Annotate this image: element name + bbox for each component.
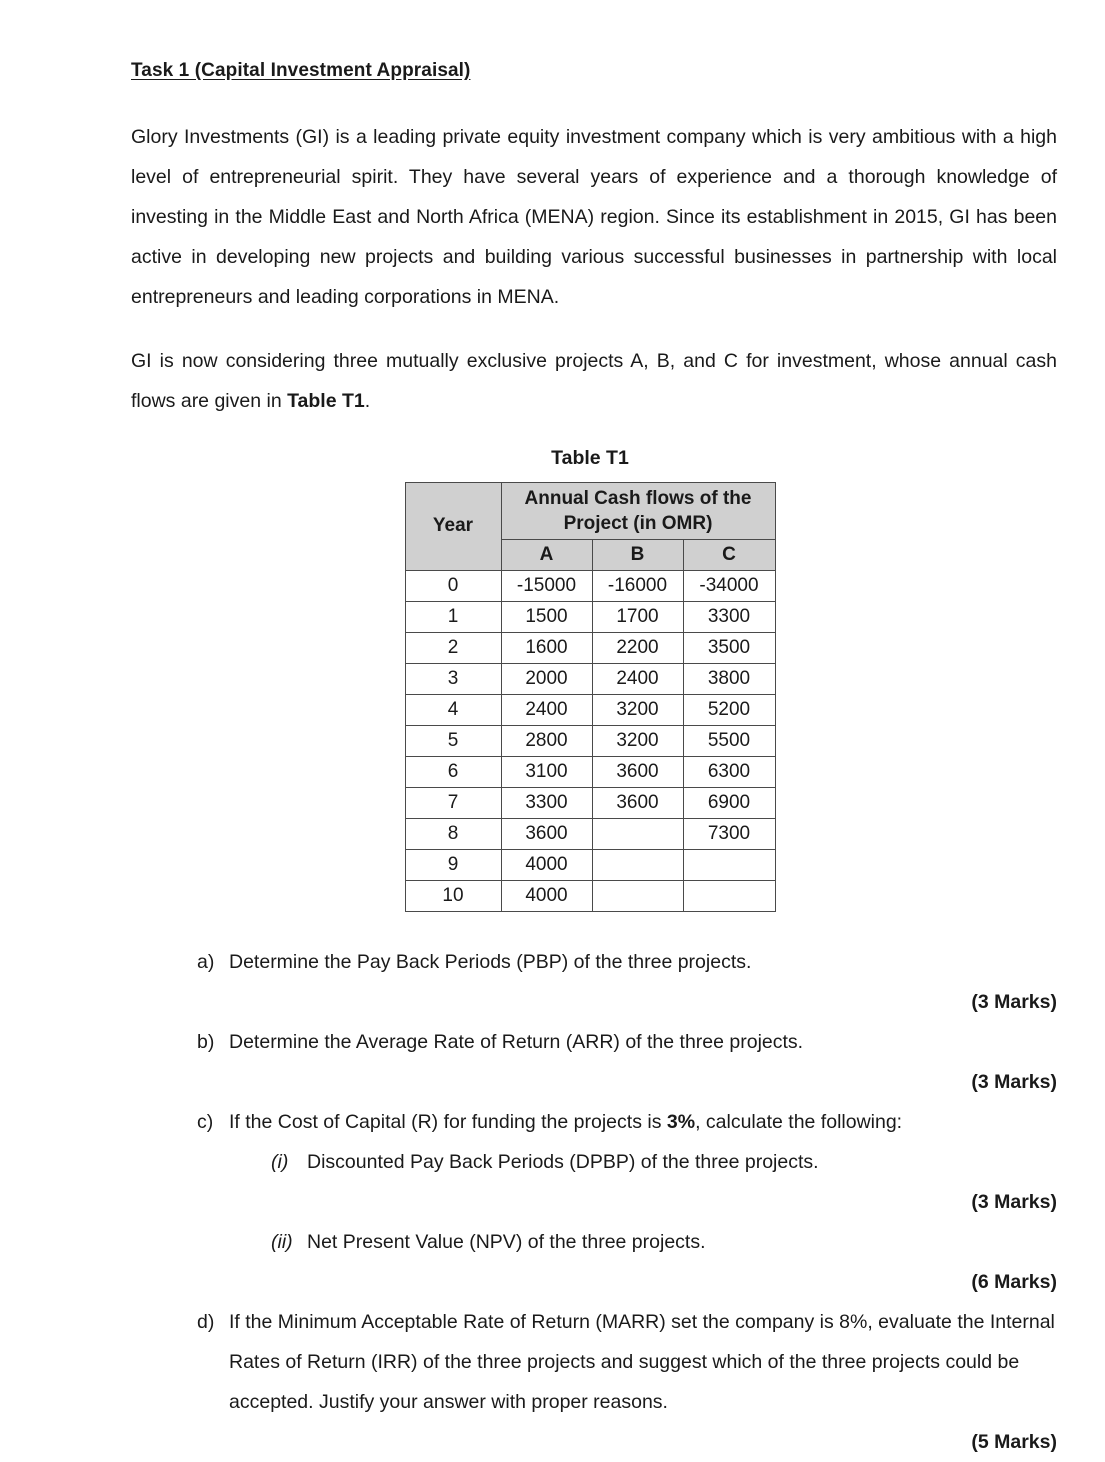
cell-a: 1500 [501, 601, 592, 632]
question-submarker: (i) [271, 1150, 289, 1173]
cell-a: 2400 [501, 694, 592, 725]
cell-year: 1 [405, 601, 501, 632]
question-text-before: If the Cost of Capital (R) for funding the projects is [229, 1110, 667, 1133]
column-header-project-a: A [501, 539, 592, 570]
table-row [405, 694, 775, 725]
cell-b [592, 880, 683, 911]
question-subtext: Discounted Pay Back Periods (DPBP) of the three projects. [307, 1150, 819, 1173]
question-marker: b) [197, 1030, 215, 1053]
cashflow-table-container [131, 447, 1057, 912]
marks-label: (3 Marks) [971, 1070, 1057, 1093]
marks-label: (6 Marks) [971, 1270, 1057, 1293]
cell-c: 3800 [683, 663, 775, 694]
table-reference: Table T1 [287, 389, 365, 412]
table-header [405, 482, 775, 570]
question-text: Determine the Average Rate of Return (ARR) of the three projects. [229, 1030, 804, 1053]
question-text: Determine the Pay Back Periods (PBP) of the three projects. [229, 950, 752, 973]
question-marker: a) [197, 950, 215, 973]
cell-c: 5500 [683, 725, 775, 756]
cell-year: 8 [405, 818, 501, 849]
question-subitem-ii [271, 1222, 1057, 1262]
marks-label: (5 Marks) [971, 1430, 1057, 1453]
table-row [405, 756, 775, 787]
question-item-c [197, 1102, 1057, 1142]
question-subtext: Net Present Value (NPV) of the three projects. [307, 1230, 706, 1253]
group-header-line-2: Project (in OMR) [563, 512, 713, 534]
cell-year: 7 [405, 787, 501, 818]
table-row [405, 663, 775, 694]
table-body [405, 570, 775, 911]
question-item-a [197, 942, 1057, 982]
group-header-line-1: Annual Cash flows of the [524, 487, 752, 509]
cell-b: 3600 [592, 787, 683, 818]
question-item-d [197, 1302, 1057, 1422]
page-title: Task 1 (Capital Investment Appraisal) [131, 60, 471, 81]
table-row [405, 849, 775, 880]
question-text: If the Minimum Acceptable Rate of Return (MARR) set the company is 8%, evaluate the Internal Rates of Return (IRR) of the three projects and suggest which of the three projects could be accepted. Justify your answer with proper reasons. [229, 1310, 1055, 1413]
question-marker: c) [197, 1110, 214, 1133]
table-header-row-group [405, 482, 775, 539]
cell-year: 6 [405, 756, 501, 787]
cell-c: 3500 [683, 632, 775, 663]
question-text-after: , calculate the following: [695, 1110, 903, 1133]
column-header-year: Year [405, 482, 501, 570]
cell-c: -34000 [683, 570, 775, 601]
projects-paragraph [131, 341, 1057, 421]
question-item-b [197, 1022, 1057, 1062]
cell-a: 3600 [501, 818, 592, 849]
cell-year: 3 [405, 663, 501, 694]
table-row [405, 787, 775, 818]
column-header-project-c: C [683, 539, 775, 570]
cell-c [683, 880, 775, 911]
cell-b [592, 818, 683, 849]
cell-b: 1700 [592, 601, 683, 632]
cashflow-table [405, 482, 776, 912]
cell-b: 3200 [592, 725, 683, 756]
cell-a: -15000 [501, 570, 592, 601]
cell-b: -16000 [592, 570, 683, 601]
projects-paragraph-lead: GI is now considering three mutually exclusive projects A, B, and C for investment, whose annual cash flows are given in [131, 349, 1057, 412]
table-caption: Table T1 [551, 446, 629, 469]
cell-c: 6300 [683, 756, 775, 787]
cell-year: 9 [405, 849, 501, 880]
cell-b: 2200 [592, 632, 683, 663]
cell-a: 3300 [501, 787, 592, 818]
cell-a: 4000 [501, 880, 592, 911]
cell-year: 4 [405, 694, 501, 725]
question-text-emphasis: 3% [666, 1110, 696, 1133]
cell-b: 3200 [592, 694, 683, 725]
questions-list [131, 942, 1057, 1462]
cell-c: 7300 [683, 818, 775, 849]
cell-c [683, 849, 775, 880]
cell-b: 2400 [592, 663, 683, 694]
column-header-project-b: B [592, 539, 683, 570]
table-row [405, 570, 775, 601]
cell-year: 5 [405, 725, 501, 756]
table-row [405, 632, 775, 663]
question-submarker: (ii) [271, 1230, 293, 1253]
question-marker: d) [197, 1310, 215, 1333]
cell-b [592, 849, 683, 880]
marks-label: (3 Marks) [971, 990, 1057, 1013]
cell-c: 6900 [683, 787, 775, 818]
cell-a: 3100 [501, 756, 592, 787]
cell-year: 10 [405, 880, 501, 911]
cell-c: 5200 [683, 694, 775, 725]
table-row [405, 880, 775, 911]
table-row [405, 601, 775, 632]
intro-paragraph: Glory Investments (GI) is a leading private equity investment company which is very ambitious with a high level of entrepreneurial spirit. They have several years of experience and a thorough knowledge of investing in the Middle East and North Africa (MENA) region. Since its establishment in 2015, GI has been active in developing new projects and building various successful businesses in partnership with local entrepreneurs and leading corporations in MENA. [131, 125, 1057, 308]
projects-paragraph-tail: . [364, 389, 371, 412]
question-text [229, 1102, 1057, 1142]
cell-c: 3300 [683, 601, 775, 632]
cell-a: 1600 [501, 632, 592, 663]
document-content [131, 60, 1057, 1462]
cell-a: 2000 [501, 663, 592, 694]
table-row [405, 725, 775, 756]
marks-label: (3 Marks) [971, 1190, 1057, 1213]
cell-b: 3600 [592, 756, 683, 787]
question-subitem-i [271, 1142, 1057, 1182]
cell-year: 0 [405, 570, 501, 601]
table-row [405, 818, 775, 849]
cell-a: 4000 [501, 849, 592, 880]
cell-year: 2 [405, 632, 501, 663]
column-header-group [501, 482, 775, 539]
cell-a: 2800 [501, 725, 592, 756]
